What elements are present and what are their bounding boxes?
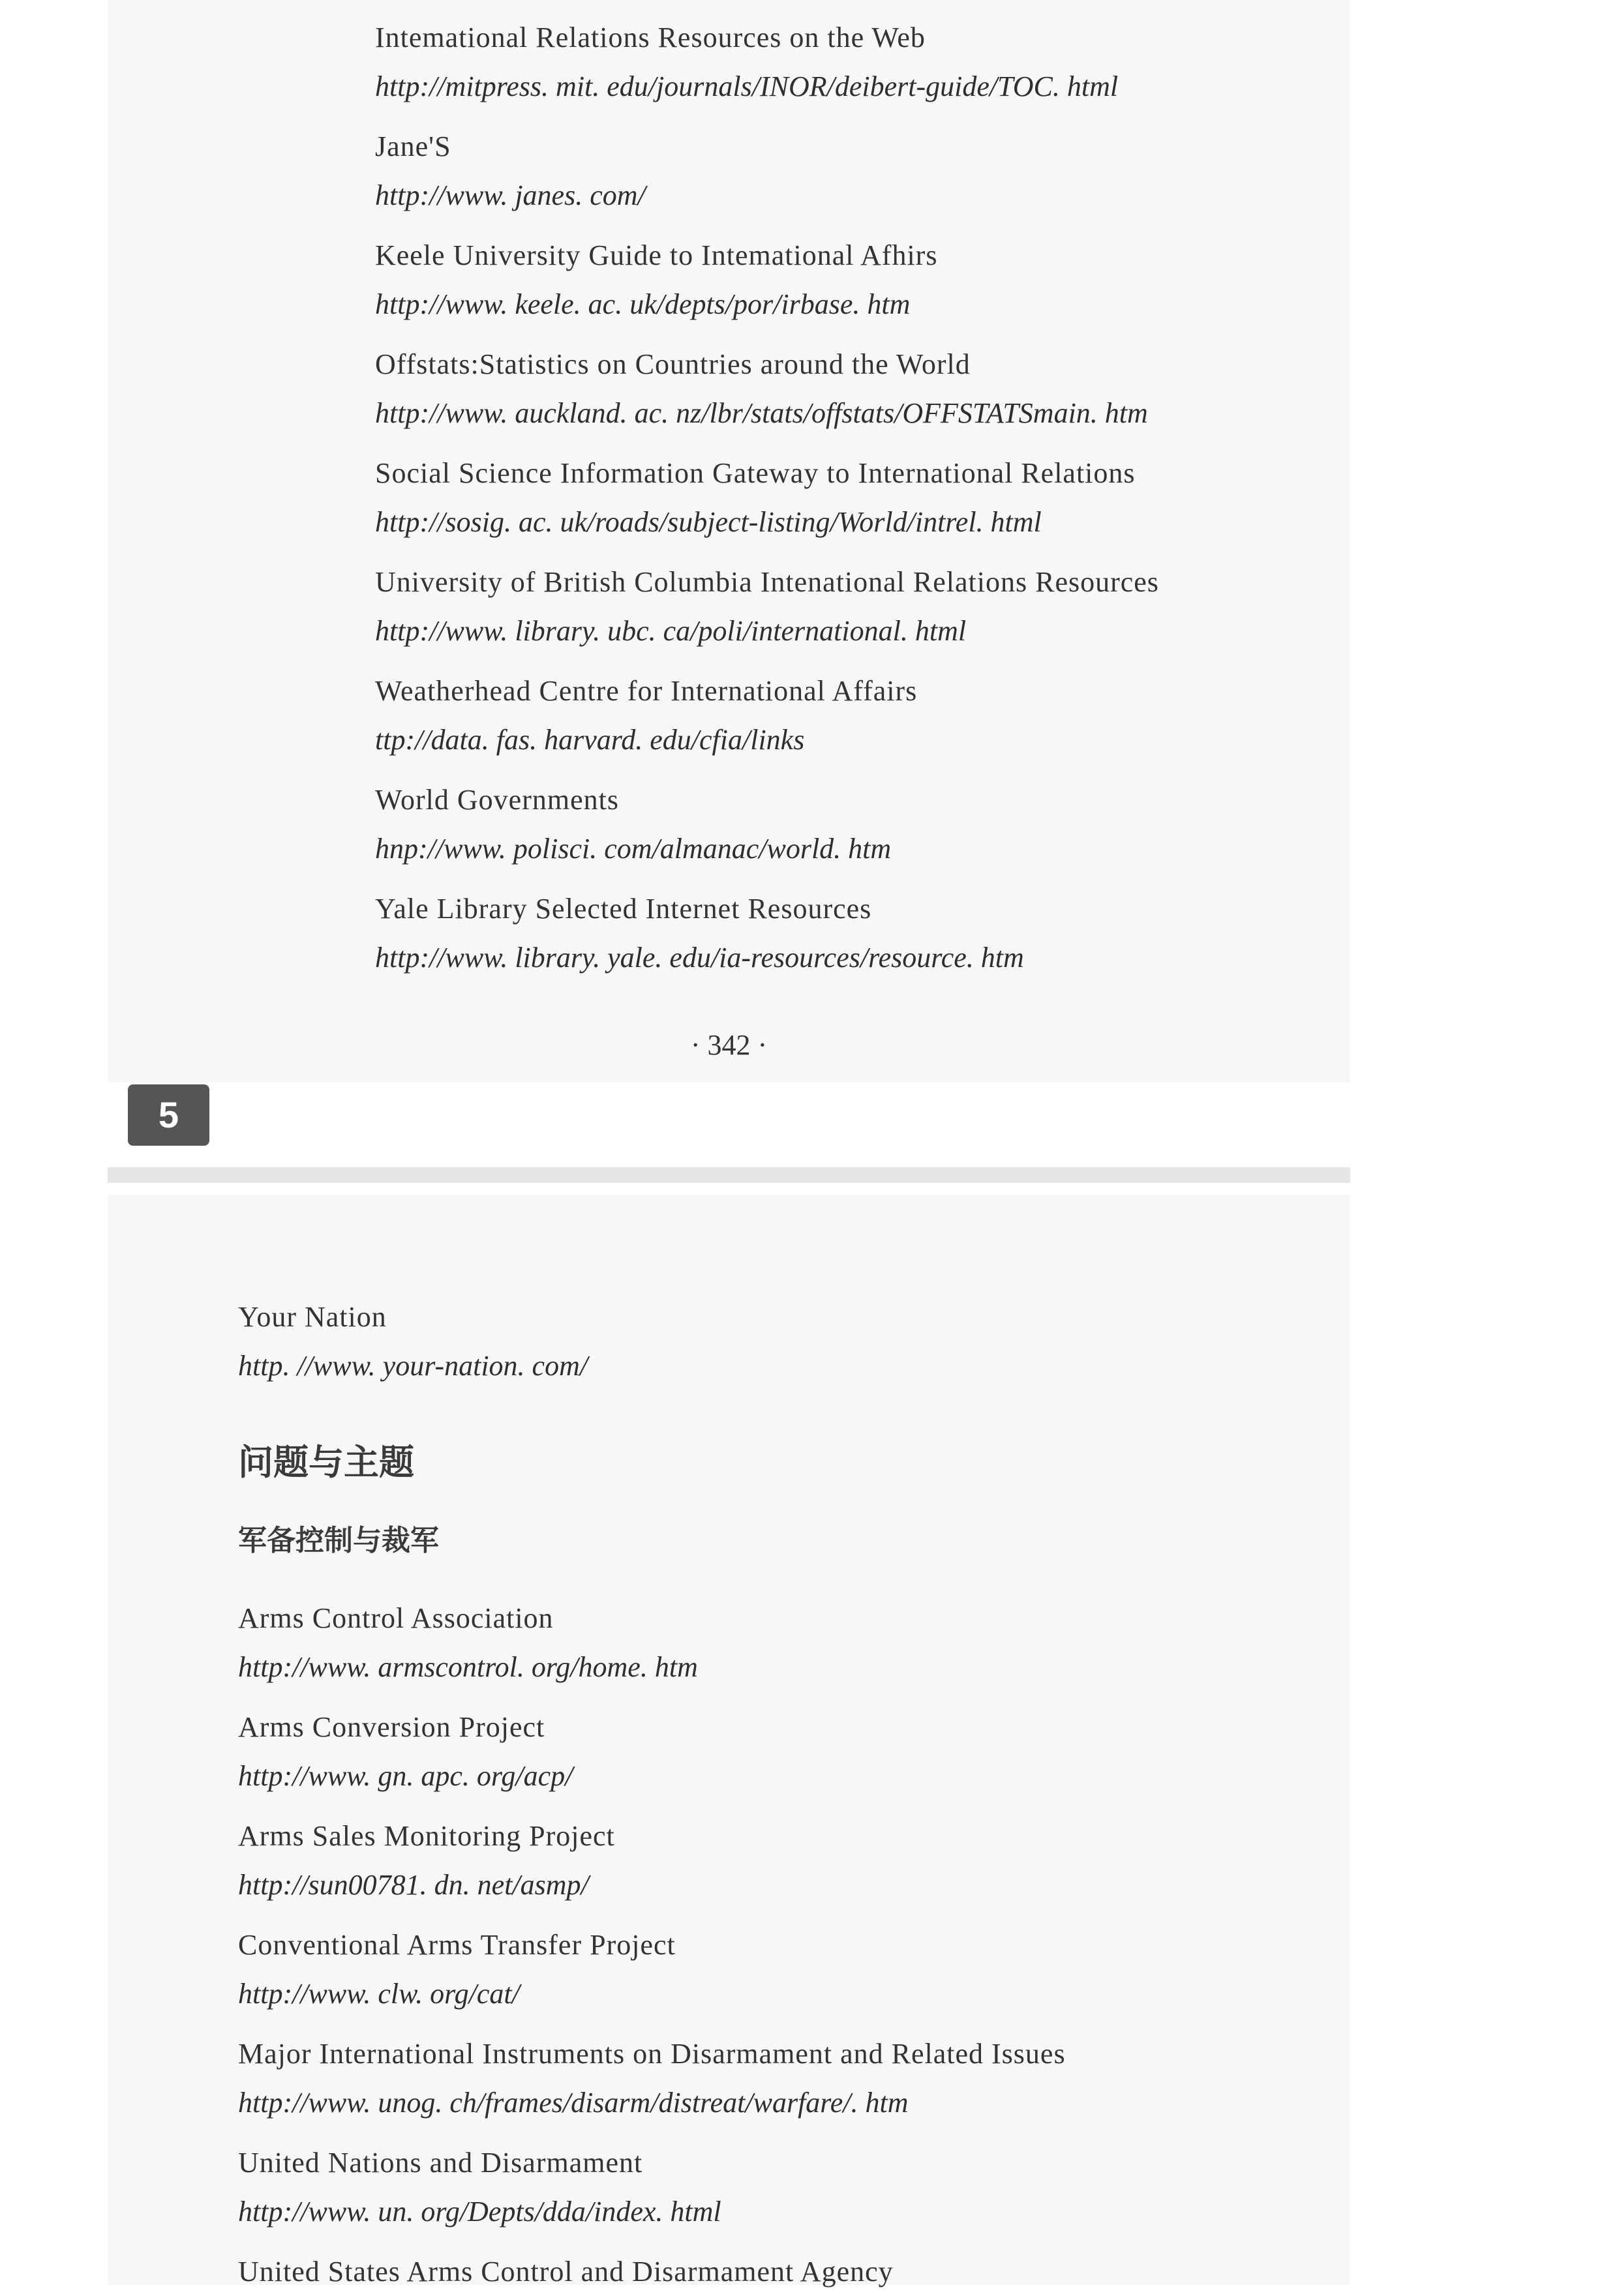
- resource-entry: [238, 2138, 721, 2236]
- resource-url: http://www. keele. ac. uk/depts/por/irbase. htm: [375, 288, 911, 320]
- resource-url: http://www. library. yale. edu/ia-resources/resource. htm: [375, 942, 1024, 974]
- next-page: [108, 1195, 1350, 2288]
- subsection-heading: 军备控制与裁军: [238, 1524, 439, 1557]
- resource-url: http. //www. your-nation. com/: [238, 1350, 588, 1382]
- resource-name: Jane'S: [375, 130, 451, 162]
- resource-entry: [238, 1920, 676, 2018]
- section-heading: 问题与主题: [238, 1441, 414, 1483]
- resource-name: Arms Sales Monitoring Project: [238, 1820, 615, 1852]
- resource-name: Your Nation: [238, 1301, 387, 1333]
- resource-name: Yale Library Selected Internet Resources: [375, 893, 872, 925]
- resource-url: http://www. armscontrol. org/home. htm: [238, 1651, 698, 1683]
- resource-name: Intemational Relations Resources on the Web: [375, 22, 926, 53]
- resource-url: http://sun00781. dn. net/asmp/: [238, 1869, 589, 1901]
- resource-url: http://www. janes. com/: [375, 179, 646, 211]
- resource-url: hnp://www. polisci. com/almanac/world. htm: [375, 833, 892, 865]
- resource-name: United Nations and Disarmament: [238, 2147, 643, 2179]
- resource-url: http://www. un. org/Depts/dda/index. html: [238, 2196, 721, 2228]
- resource-entry: [238, 1703, 573, 1800]
- page-index-badge: 5: [128, 1084, 209, 1146]
- resource-name: University of British Columbia Intenational Relations Resources: [375, 566, 1159, 598]
- resource-entry: [375, 122, 646, 220]
- resource-url: http://sosig. ac. uk/roads/subject-listing/World/intrel. html: [375, 506, 1042, 538]
- resource-url: http://www. auckland. ac. nz/lbr/stats/offstats/OFFSTATSmain. htm: [375, 397, 1148, 429]
- resource-url: http://www. library. ubc. ca/poli/international. html: [375, 615, 967, 647]
- resource-entry: [375, 340, 1148, 438]
- resource-url: ttp://data. fas. harvard. edu/cfia/links: [375, 724, 805, 756]
- resource-name: Keele University Guide to Intemational Afhirs: [375, 239, 938, 271]
- resource-entry: [375, 558, 1159, 655]
- resource-url: http://www. unog. ch/frames/disarm/distreat/warfare/. htm: [238, 2087, 909, 2119]
- resource-entry: [238, 1292, 588, 1390]
- resource-name: Arms Conversion Project: [238, 1711, 545, 1743]
- resource-entry: [238, 2247, 894, 2296]
- resource-name: Offstats:Statistics on Countries around the World: [375, 348, 971, 380]
- resource-name: World Governments: [375, 784, 619, 816]
- resource-url: http://www. gn. apc. org/acp/: [238, 1760, 573, 1792]
- page-342: [108, 0, 1350, 1082]
- resource-entry: [375, 13, 1118, 111]
- resource-entry: [375, 884, 1024, 982]
- resource-name: Arms Control Association: [238, 1602, 554, 1634]
- resource-entry: [375, 449, 1136, 546]
- resource-entry: [238, 1811, 615, 1909]
- resource-url: http://mitpress. mit. edu/journals/INOR/deibert-guide/TOC. html: [375, 70, 1119, 102]
- resource-name: Conventional Arms Transfer Project: [238, 1929, 676, 1961]
- resource-name: Social Science Information Gateway to International Relations: [375, 457, 1136, 489]
- resource-entry: [375, 231, 937, 329]
- resource-entry: [375, 775, 891, 873]
- resource-entry: [238, 2029, 1066, 2127]
- resource-entry: [375, 666, 917, 764]
- resource-url: http://www. clw. org/cat/: [238, 1978, 520, 2010]
- page-separator: [108, 1167, 1350, 1183]
- resource-name: Major International Instruments on Disarmament and Related Issues: [238, 2038, 1066, 2070]
- page-number: · 342 ·: [690, 1029, 768, 1061]
- resource-name: United States Arms Control and Disarmament Agency: [238, 2256, 894, 2288]
- resource-name: Weatherhead Centre for International Affairs: [375, 675, 918, 707]
- resource-entry: [238, 1594, 698, 1692]
